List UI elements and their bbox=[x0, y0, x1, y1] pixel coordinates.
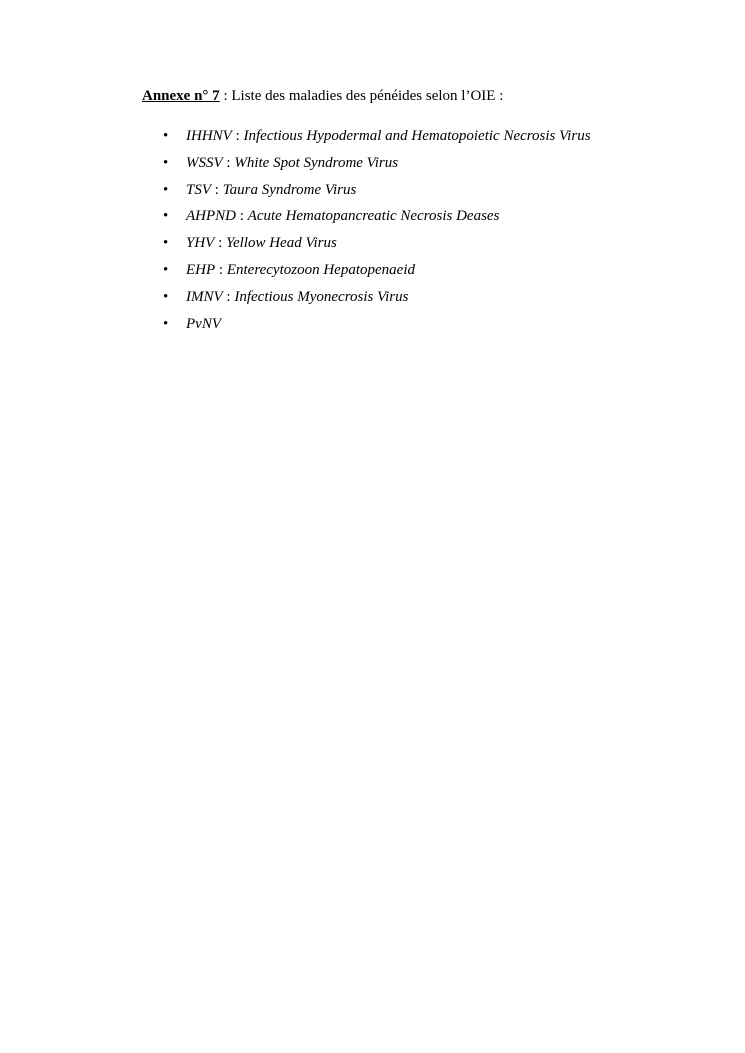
heading-separator: : bbox=[219, 88, 232, 104]
disease-separator: : bbox=[211, 181, 223, 198]
disease-separator: : bbox=[214, 235, 227, 252]
disease-name: White Spot Syndrome Virus bbox=[234, 154, 399, 171]
bullet-icon: • bbox=[163, 261, 169, 278]
disease-name: Enterecytozoon Hepatopenaeid bbox=[226, 261, 415, 278]
annex-heading bbox=[142, 86, 503, 106]
disease-abbr: AHPND bbox=[186, 208, 236, 225]
disease-separator: : bbox=[215, 261, 227, 278]
disease-separator: : bbox=[222, 154, 235, 171]
annex-label: Annexe n° 7 bbox=[142, 88, 220, 104]
bullet-icon: • bbox=[163, 315, 169, 332]
disease-name: Infectious Myonecrosis Virus bbox=[234, 288, 409, 305]
bullet-icon: • bbox=[163, 208, 169, 225]
disease-abbr: PvNV bbox=[186, 315, 221, 332]
disease-abbr: TSV bbox=[186, 181, 212, 198]
heading-text: Liste des maladies des pénéides selon l’OIE : bbox=[231, 88, 504, 104]
disease-abbr: EHP bbox=[186, 261, 216, 278]
bullet-icon: • bbox=[163, 154, 169, 171]
disease-separator: : bbox=[236, 208, 248, 225]
disease-abbr: WSSV bbox=[186, 154, 223, 171]
bullet-icon: • bbox=[163, 235, 169, 252]
disease-separator: : bbox=[222, 288, 235, 305]
bullet-icon: • bbox=[163, 181, 169, 198]
bullet-icon: • bbox=[163, 288, 169, 305]
disease-abbr: YHV bbox=[186, 235, 215, 252]
disease-abbr: IHHNV bbox=[186, 128, 232, 144]
disease-name: Taura Syndrome Virus bbox=[222, 181, 357, 198]
disease-name: Yellow Head Virus bbox=[226, 235, 337, 252]
disease-abbr: IMNV bbox=[186, 288, 223, 305]
disease-separator: : bbox=[231, 128, 244, 144]
bullet-icon: • bbox=[163, 128, 169, 144]
disease-name: Infectious Hypodermal and Hematopoietic Necrosis Virus bbox=[243, 128, 591, 144]
disease-name: Acute Hematopancreatic Necrosis Deases bbox=[247, 208, 500, 225]
